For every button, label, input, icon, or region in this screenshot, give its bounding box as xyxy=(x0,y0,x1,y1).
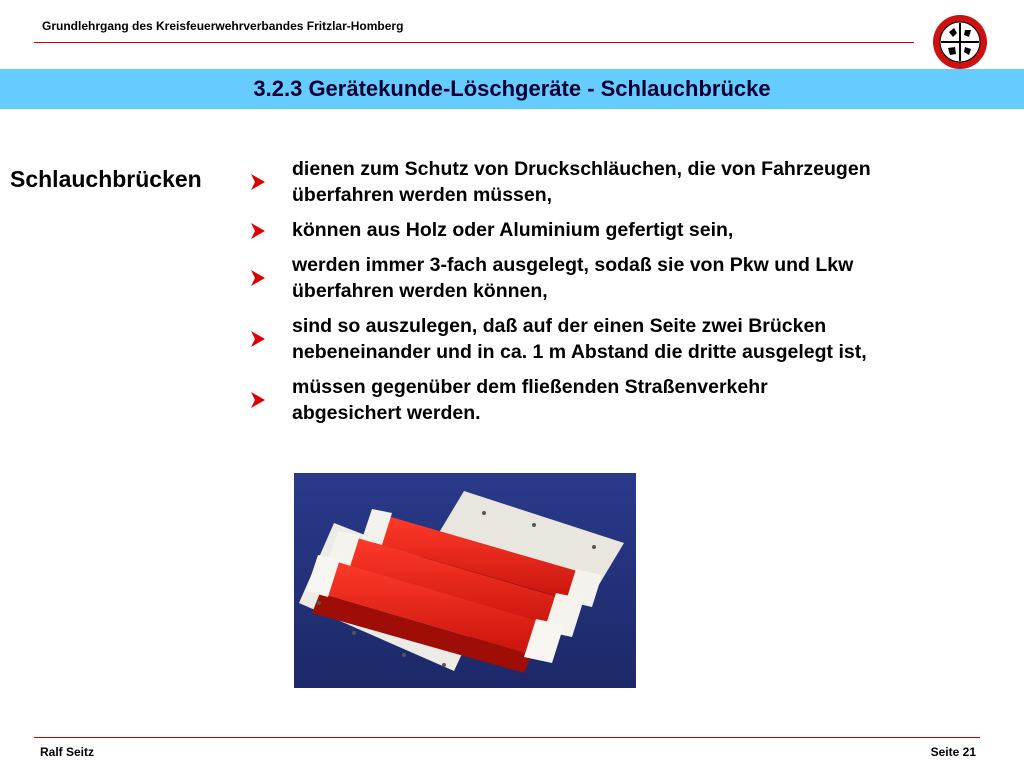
red-arrowhead-icon xyxy=(250,172,266,190)
fire-brigade-emblem-icon xyxy=(932,14,988,70)
header-divider xyxy=(34,42,914,43)
bullet-item xyxy=(250,374,1020,426)
bullet-item xyxy=(250,313,1020,365)
red-arrowhead-icon xyxy=(250,329,266,347)
bullet-line-2: abgesichert werden. xyxy=(292,402,481,424)
bullet-line-1: dienen zum Schutz von Druckschläuchen, die von Fahrzeugen xyxy=(292,158,871,180)
hose-bridge-photo xyxy=(294,473,636,688)
red-arrowhead-icon xyxy=(250,221,266,239)
header-text: Grundlehrgang des Kreisfeuerwehrverbandes Fritzlar-Homberg xyxy=(42,19,404,33)
title-band xyxy=(0,69,1024,109)
bullet-line-1: müssen gegenüber dem fließenden Straßenverkehr xyxy=(292,376,768,398)
section-label: Schlauchbrücken xyxy=(10,166,202,192)
bullet-line-1: können aus Holz oder Aluminium gefertigt sein, xyxy=(292,219,734,241)
bullet-line-2: nebeneinander und in ca. 1 m Abstand die dritte ausgelegt ist, xyxy=(292,341,867,363)
footer-page-number: Seite 21 xyxy=(930,745,976,759)
red-arrowhead-icon xyxy=(250,390,266,408)
bullet-item xyxy=(250,217,1020,243)
bullet-line-2: überfahren werden müssen, xyxy=(292,184,553,206)
bullet-item xyxy=(250,252,1020,304)
footer-author: Ralf Seitz xyxy=(40,745,95,759)
bullet-item xyxy=(250,156,1020,208)
footer-divider xyxy=(34,737,980,738)
red-arrowhead-icon xyxy=(250,268,266,286)
bullet-line-2: überfahren werden können, xyxy=(292,280,548,302)
bullet-list xyxy=(250,156,1020,435)
bullet-line-1: werden immer 3-fach ausgelegt, sodaß sie von Pkw und Lkw xyxy=(292,254,854,276)
bullet-line-1: sind so auszulegen, daß auf der einen Seite zwei Brücken xyxy=(292,315,827,337)
slide-title: 3.2.3 Gerätekunde-Löschgeräte - Schlauchbrücke xyxy=(253,76,771,101)
